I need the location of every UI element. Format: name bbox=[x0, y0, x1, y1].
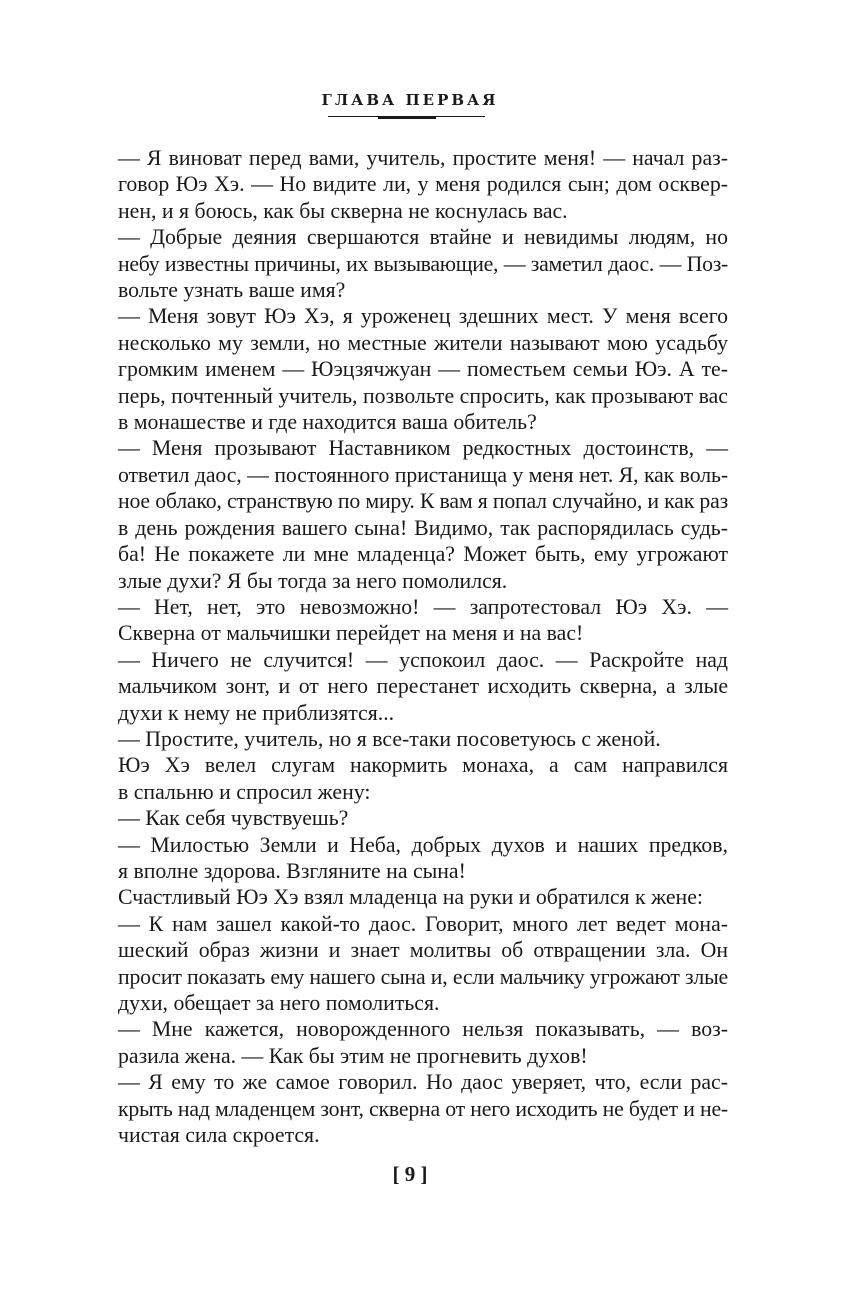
text-line: — Меня зовут Юэ Хэ, я уроженец здешних мест. У меня всего bbox=[118, 304, 728, 329]
text-line: — Я виноват перед вами, учитель, простите меня! — начал раз- bbox=[118, 146, 728, 170]
text-line: я вполне здорова. Взгляните на сына! bbox=[118, 858, 466, 883]
header-rule-accent bbox=[378, 116, 436, 119]
text-line: в спальню и спросил жену: bbox=[118, 779, 371, 804]
text-line: мальчиком зонт, и от него перестанет исходить скверна, а злые bbox=[118, 674, 728, 699]
text-line: — Как себя чувствуешь? bbox=[118, 806, 349, 831]
paragraph bbox=[118, 303, 728, 435]
chapter-header bbox=[0, 90, 820, 110]
text-line: — Я ему то же самое говорил. Но даос уверяет, что, если рас- bbox=[118, 1070, 728, 1095]
body-text bbox=[118, 145, 728, 1148]
text-line: — Простите, учитель, но я все-таки посоветуюсь с женой. bbox=[118, 726, 661, 751]
text-line: говор Юэ Хэ. — Но видите ли, у меня родился сын; дом осквер- bbox=[118, 172, 728, 197]
text-line: духи к нему не приблизятся... bbox=[118, 700, 395, 725]
text-line: — Мне кажется, новорожденного нельзя показывать, — воз- bbox=[118, 1017, 728, 1042]
paragraph bbox=[118, 224, 728, 303]
paragraph bbox=[118, 726, 728, 752]
text-line: шеский образ жизни и знает молитвы об отвращении зла. Он bbox=[118, 938, 728, 963]
paragraph bbox=[118, 647, 728, 726]
text-line: небу известны причины, их вызывающие, — заметил даос. — Поз- bbox=[118, 251, 728, 276]
paragraph bbox=[118, 145, 728, 224]
chapter-title: ГЛАВА ПЕРВАЯ bbox=[321, 91, 499, 109]
text-line: ба! Не покажете ли мне младенца? Может быть, ему угрожают bbox=[118, 542, 728, 567]
text-line: Скверна от мальчишки перейдет на меня и на вас! bbox=[118, 621, 584, 646]
text-line: нен, и я боюсь, как бы скверна не коснулась вас. bbox=[118, 198, 568, 223]
text-line: ное облако, странствую по миру. К вам я попал случайно, и как раз bbox=[118, 489, 728, 514]
paragraph bbox=[118, 752, 728, 805]
paragraph bbox=[118, 435, 728, 593]
text-line: перь, почтенный учитель, позвольте спросить, как прозывают вас bbox=[118, 383, 728, 408]
paragraph bbox=[118, 1016, 728, 1069]
text-line: — К нам зашел какой-то даос. Говорит, много лет ведет мона- bbox=[118, 911, 728, 936]
paragraph bbox=[118, 594, 728, 647]
text-line: — Добрые деяния свершаются втайне и невидимы людям, но bbox=[118, 225, 728, 250]
text-line: несколько му земли, но местные жители называют мою усадьбу bbox=[118, 330, 728, 355]
text-line: разила жена. — Как бы этим не прогневить духов! bbox=[118, 1043, 588, 1068]
text-line: — Милостью Земли и Неба, добрых духов и наших предков, bbox=[118, 832, 728, 857]
text-line: злые духи? Я бы тогда за него помолился. bbox=[118, 568, 508, 593]
text-line: в день рождения вашего сына! Видимо, так распорядилась судь- bbox=[118, 515, 728, 540]
paragraph bbox=[118, 884, 728, 910]
text-line: вольте узнать ваше имя? bbox=[118, 278, 346, 303]
paragraph bbox=[118, 1069, 728, 1148]
text-line: ответил даос, — постоянного пристанища у меня нет. Я, как воль- bbox=[118, 462, 728, 487]
text-line: — Ничего не случится! — успокоил даос. — Раскройте над bbox=[118, 647, 728, 672]
paragraph bbox=[118, 911, 728, 1017]
text-line: Счастливый Юэ Хэ взял младенца на руки и обратился к жене: bbox=[118, 885, 703, 910]
text-line: громким именем — Юэцзячжуан — поместьем семьи Юэ. А те- bbox=[118, 357, 728, 382]
text-line: — Меня прозывают Наставником редкостных достоинств, — bbox=[118, 436, 728, 461]
text-line: — Нет, нет, это невозможно! — запротестовал Юэ Хэ. — bbox=[118, 594, 728, 619]
paragraph bbox=[118, 805, 728, 831]
text-line: в монашестве и где находится ваша обитель? bbox=[118, 410, 537, 435]
page-number: [ 9 ] bbox=[392, 1162, 428, 1186]
text-line: духи, обещает за него помолиться. bbox=[118, 991, 440, 1015]
paragraph bbox=[118, 832, 728, 885]
text-line: чистая сила скроется. bbox=[118, 1123, 320, 1148]
text-line: крыть над младенцем зонт, скверна от него исходить не будет и не- bbox=[118, 1096, 728, 1121]
text-line: просит показать ему нашего сына и, если мальчику угрожают злые bbox=[118, 964, 728, 989]
text-line: Юэ Хэ велел слугам накормить монаха, а сам направился bbox=[118, 753, 728, 778]
